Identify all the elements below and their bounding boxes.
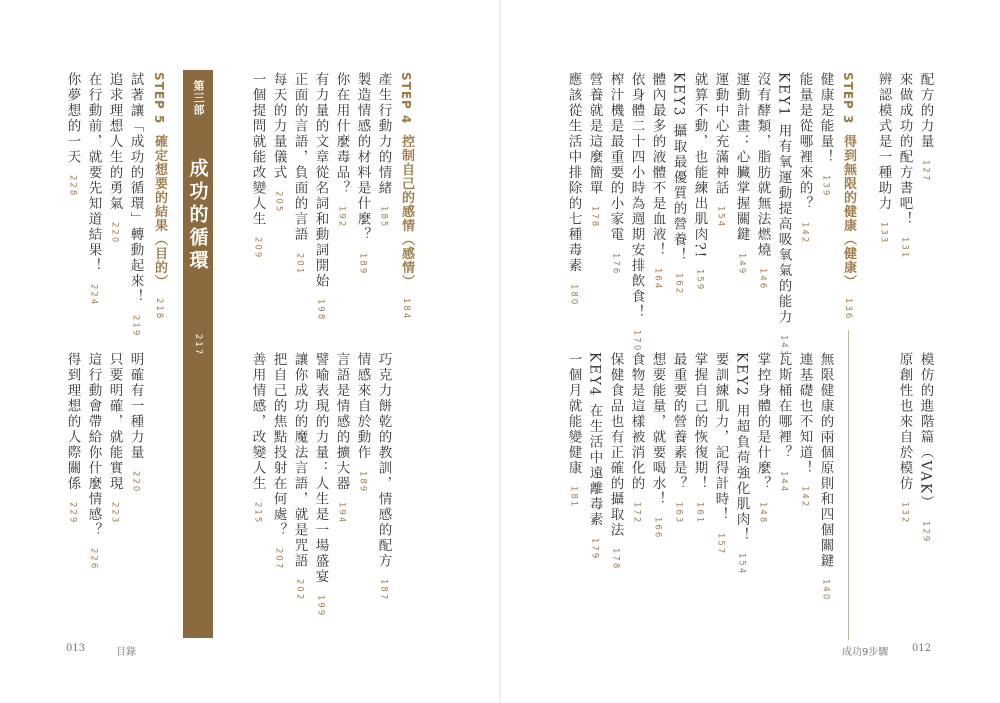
toc-entry[interactable]: 每天的力量儀式205 [270, 72, 287, 213]
toc-entry[interactable]: 這行動會帶給你什麼情感？226 [85, 352, 102, 571]
step3-title: 得到無限的健康（健康） [841, 134, 856, 289]
toc-entry[interactable]: KEY2 用超負荷強化肌肉！154 [733, 352, 750, 576]
toc-entry[interactable]: 運動中心充滿神話154 [712, 72, 729, 229]
step4-number: STEP 4 [399, 72, 413, 125]
step3-number: STEP 3 [841, 72, 855, 125]
step3-page: 136 [843, 298, 853, 321]
step5-number: STEP 5 [152, 72, 166, 125]
toc-entry[interactable]: 你在用什麼毒品？192 [333, 72, 350, 229]
toc-entry[interactable]: 正面的言語，負面的言語201 [291, 72, 308, 275]
toc-entry[interactable]: 善用情感，改變人生215 [249, 352, 266, 524]
toc-entry[interactable]: 無限健康的兩個原則和四個關鍵140 [817, 352, 834, 602]
toc-entry[interactable]: 能量是從哪裡來的？142 [796, 72, 813, 244]
toc-entry[interactable]: 依身體二十四小時為週期安排飲食！170 [628, 72, 645, 353]
toc-entry[interactable]: 試著讓「成功的循環」轉動起來！219 [127, 72, 144, 337]
step5-heading[interactable] [153, 72, 166, 321]
part-label: 第三部 [192, 80, 205, 116]
page-number-left: 013 [66, 643, 86, 654]
step4-page: 184 [401, 298, 411, 321]
toc-entry[interactable]: 譬喻表現的力量：人生是一場盛宴199 [312, 352, 329, 617]
toc-entry[interactable]: 想要能量，就要喝水！166 [649, 352, 666, 540]
toc-entry[interactable]: 瓦斯桶在哪裡？144 [775, 352, 792, 493]
toc-entry[interactable]: 沒有酵類，脂肪就無法燃燒146 [754, 72, 771, 291]
toc-entry[interactable]: 情感來自於動作189 [354, 352, 371, 493]
toc-entry[interactable]: 你夢想的一天228 [64, 72, 81, 198]
toc-entry[interactable]: 營養就是這麼簡單178 [586, 72, 603, 229]
toc-entry[interactable]: 食物是這樣被消化的172 [628, 352, 645, 524]
toc-entry[interactable]: KEY4 在生活中遠離毒素179 [586, 352, 603, 560]
toc-entry[interactable]: 健康是能量！139 [817, 72, 834, 198]
right-page [500, 0, 1000, 703]
page-number-right: 012 [912, 643, 932, 654]
step5-title: 確定想要的結果（目的） [152, 134, 167, 289]
toc-entry[interactable]: 配方的力量127 [917, 72, 934, 182]
step5-page: 218 [154, 298, 164, 321]
toc-entry[interactable]: KEY1 用有氧運動提高吸氧氣的能力143 [775, 72, 792, 358]
toc-entry[interactable]: 保健食品也有正確的攝取法178 [607, 352, 624, 571]
step4-title: 控制自己的感情（感情） [399, 134, 414, 289]
step3-heading[interactable] [842, 72, 855, 321]
toc-entry[interactable]: 產生行動力的情緒185 [375, 72, 392, 229]
part-page: 217 [193, 334, 203, 357]
step3-divider [848, 330, 849, 640]
toc-entry[interactable]: 應該從生活中排除的七種毒素180 [565, 72, 582, 306]
toc-entry[interactable]: 連基礎也不知道！142 [796, 352, 813, 509]
toc-entry[interactable]: 在行動前，就要先知道結果！224 [85, 72, 102, 306]
toc-entry[interactable]: 讓你成功的魔法言語，就是咒語202 [291, 352, 308, 602]
part-title: 成功的循環 [186, 158, 209, 273]
toc-entry[interactable]: 要訓練肌力，記得計時！157 [712, 352, 729, 555]
toc-entry[interactable]: 掌控身體的是什麼？148 [754, 352, 771, 524]
toc-entry[interactable]: 言語是情感的擴大器194 [333, 352, 350, 524]
step4-heading[interactable] [400, 72, 413, 321]
toc-entry[interactable]: 就算不動，也能練出肌肉?!159 [691, 72, 708, 292]
toc-entry[interactable]: 最重要的營養素是？163 [670, 352, 687, 524]
toc-entry[interactable]: 把自己的焦點投射在何處？207 [270, 352, 287, 571]
toc-entry[interactable]: 運動計畫：心臟掌握關鍵149 [733, 72, 750, 275]
toc-entry[interactable]: 巧克力餅乾的教訓，情感的配方187 [375, 352, 392, 602]
toc-entry[interactable]: 只要明確，就能實現223 [106, 352, 123, 524]
toc-entry[interactable]: 追求理想人生的勇氣220 [106, 72, 123, 244]
toc-entry[interactable]: 榨汁機是最重要的小家電176 [607, 72, 624, 275]
part-three-banner[interactable] [183, 70, 213, 638]
toc-entry[interactable]: 模仿的進階篇（VAK）129 [917, 352, 934, 543]
toc-entry[interactable]: 有力量的文章從名詞和動詞開始198 [312, 72, 329, 322]
toc-entry[interactable]: 一個月就能變健康181 [565, 352, 582, 509]
toc-entry[interactable]: 製造情感的材料是什麼？189 [354, 72, 371, 275]
running-title-left: 目錄 [116, 647, 136, 658]
toc-entry[interactable]: 辨認模式是一種助力133 [875, 72, 892, 244]
toc-entry[interactable]: 一個提問就能改變人生209 [249, 72, 266, 260]
toc-entry[interactable]: 原創性也來自於模仿132 [896, 352, 913, 524]
toc-entry[interactable]: 得到理想的人際關係229 [64, 352, 81, 524]
toc-entry[interactable]: 明確有一種力量220 [127, 352, 144, 493]
toc-entry[interactable]: KEY3 攝取最優質的營養！162 [670, 72, 687, 296]
toc-entry[interactable]: 體內最多的液體不是血液！164 [649, 72, 666, 291]
toc-entry[interactable]: 來做成功的配方書吧！131 [896, 72, 913, 260]
running-title-right: 成功9步驟 [842, 647, 889, 658]
toc-entry[interactable]: 掌握自己的恢復期！161 [691, 352, 708, 524]
